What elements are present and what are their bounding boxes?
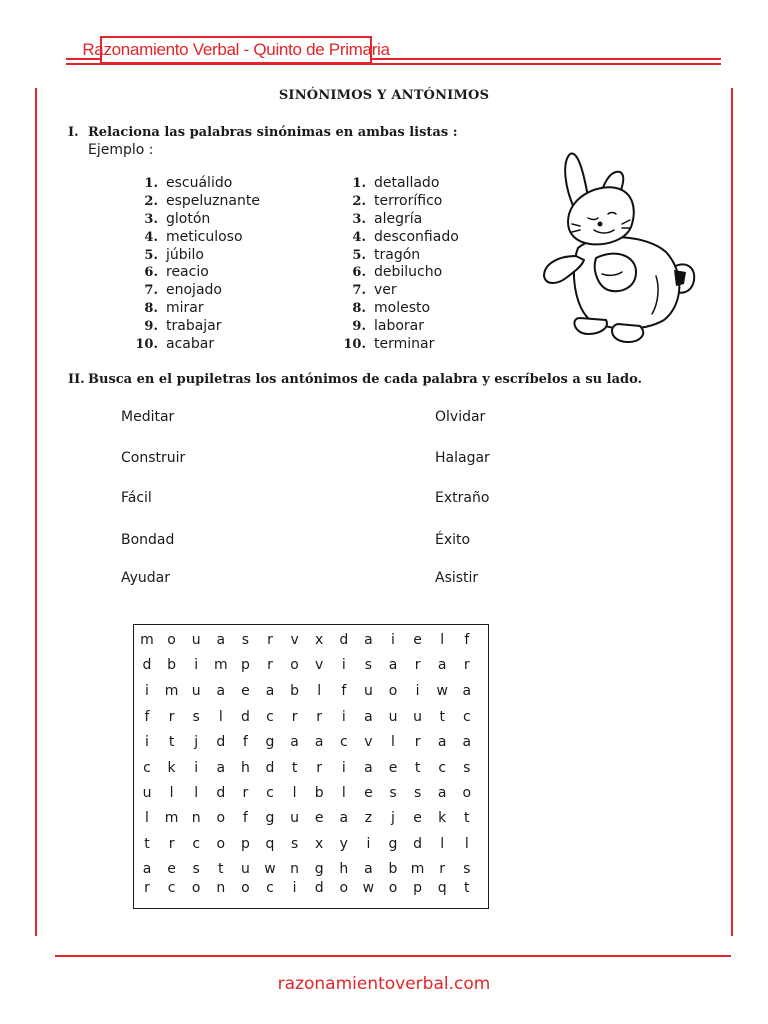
list-item: [342, 175, 459, 193]
grid-letter: m: [164, 810, 179, 826]
grid-letter: s: [463, 861, 471, 877]
grid-letter: c: [192, 836, 201, 852]
list-item: [134, 247, 260, 265]
antonym-word-meditar: Meditar: [121, 409, 175, 425]
grid-letter: r: [414, 734, 421, 750]
list-item: [342, 300, 459, 318]
grid-letter: l: [440, 632, 445, 648]
grid-letter: r: [439, 861, 446, 877]
section-1-heading: [68, 125, 458, 140]
list-item-number: 5.: [352, 247, 366, 263]
list-item-number: 6.: [144, 265, 158, 281]
grid-row: [134, 730, 488, 754]
section-2-text: Busca en el pupiletras los antónimos de cada palabra y escríbelos a su lado.: [88, 372, 643, 387]
list-item-word: alegría: [374, 210, 423, 227]
grid-letter: f: [242, 810, 248, 826]
grid-letter: r: [316, 709, 323, 725]
grid-letter: i: [341, 657, 346, 673]
antonym-word-exito: Éxito: [435, 532, 471, 548]
list-item-number: 9.: [144, 319, 158, 335]
list-item-word: espeluznante: [166, 192, 260, 209]
list-item-number: 5.: [144, 247, 158, 263]
list-item-word: acabar: [166, 336, 215, 353]
list-item-word: tragón: [374, 246, 421, 263]
grid-letter: n: [290, 861, 300, 877]
grid-letter: d: [142, 657, 152, 673]
grid-letter: r: [463, 657, 470, 673]
grid-letter: a: [437, 657, 447, 673]
antonym-word-halagar: Halagar: [435, 450, 490, 466]
grid-letter: r: [242, 785, 249, 801]
grid-letter: t: [144, 836, 150, 852]
grid-letter: b: [314, 785, 324, 801]
grid-letter: k: [167, 760, 176, 776]
list-item-number: 4.: [352, 229, 366, 245]
grid-row: [134, 832, 488, 856]
grid-letter: i: [194, 657, 199, 673]
footer-url: razonamientoverbal.com: [277, 974, 491, 994]
grid-letter: o: [241, 880, 250, 896]
example-label: Ejemplo :: [88, 142, 154, 158]
grid-letter: i: [194, 760, 199, 776]
grid-letter: u: [191, 632, 201, 648]
list-item-number: 8.: [352, 301, 366, 317]
list-item: [134, 300, 260, 318]
list-item-number: 3.: [144, 211, 158, 227]
word-search-grid: [133, 624, 489, 909]
grid-letter: l: [464, 836, 469, 852]
list-item-number: 1.: [352, 176, 366, 191]
antonym-word-ayudar: Ayudar: [121, 570, 171, 586]
rabbit-icon: [536, 148, 702, 348]
antonym-word-bondad: Bondad: [121, 532, 175, 548]
antonym-word-extrano: Extraño: [435, 490, 490, 506]
grid-letter: u: [363, 683, 373, 699]
grid-letter: t: [168, 734, 175, 750]
list-item: [342, 247, 459, 265]
list-item-word: desconfiado: [374, 228, 459, 245]
list-item-word: terrorífico: [374, 192, 443, 209]
grid-letter: d: [240, 709, 250, 725]
grid-letter: i: [341, 760, 346, 776]
grid-letter: d: [216, 785, 226, 801]
list-item-number: 2.: [144, 193, 158, 209]
list-item-word: reacio: [166, 264, 209, 281]
list-item: [134, 282, 260, 300]
grid-letter: t: [439, 709, 445, 725]
list-item-word: júbilo: [166, 246, 204, 263]
grid-letter: o: [191, 880, 201, 896]
grid-letter: r: [267, 657, 273, 673]
grid-row: [134, 756, 488, 780]
grid-letter: o: [290, 657, 299, 673]
grid-letter: m: [213, 657, 228, 673]
grid-letter: q: [437, 880, 447, 896]
grid-letter: h: [240, 760, 250, 776]
grid-letter: c: [143, 760, 151, 776]
grid-letter: a: [216, 683, 226, 699]
list-item-number: 7.: [144, 283, 158, 299]
list-item: [134, 193, 260, 211]
grid-letter: i: [145, 683, 149, 699]
grid-letter: a: [437, 785, 447, 801]
grid-letter: n: [216, 880, 226, 896]
list-item-number: 7.: [352, 283, 366, 299]
grid-letter: w: [436, 683, 448, 699]
list-item-number: 10.: [343, 337, 366, 353]
grid-letter: o: [388, 880, 398, 896]
grid-letter: r: [414, 657, 421, 673]
grid-row: [134, 653, 488, 677]
grid-row: [134, 781, 488, 805]
grid-letter: n: [191, 810, 201, 826]
antonym-word-construir: Construir: [121, 450, 186, 466]
section-1-number: I.: [68, 125, 79, 140]
grid-row: [134, 876, 488, 900]
grid-letter: f: [242, 734, 248, 750]
grid-letter: l: [317, 683, 322, 699]
grid-letter: t: [291, 760, 298, 776]
grid-letter: t: [464, 810, 470, 826]
grid-letter: f: [144, 709, 150, 725]
grid-letter: s: [290, 836, 299, 852]
grid-letter: r: [144, 880, 150, 896]
grid-letter: l: [391, 734, 395, 750]
grid-letter: z: [364, 810, 373, 826]
grid-letter: j: [391, 810, 395, 826]
footer-rule: [55, 955, 731, 957]
grid-row: [134, 705, 488, 729]
grid-letter: b: [167, 657, 177, 673]
list-item-number: 1.: [144, 176, 158, 191]
grid-letter: f: [341, 683, 347, 699]
grid-letter: o: [216, 810, 226, 826]
list-item: [342, 318, 459, 336]
grid-letter: o: [388, 683, 398, 699]
grid-letter: u: [413, 709, 423, 725]
grid-letter: l: [440, 836, 445, 852]
grid-letter: e: [364, 785, 373, 801]
grid-letter: e: [413, 632, 422, 648]
grid-letter: e: [314, 810, 324, 826]
left-border: [35, 88, 37, 936]
grid-letter: m: [140, 632, 154, 648]
grid-letter: v: [364, 734, 373, 750]
list-item-word: mirar: [166, 300, 204, 317]
grid-letter: i: [366, 836, 371, 852]
grid-row: [134, 628, 488, 652]
grid-letter: a: [462, 734, 472, 750]
grid-letter: a: [364, 760, 373, 776]
list-item-number: 8.: [144, 301, 158, 317]
list-item-number: 3.: [352, 211, 366, 227]
grid-letter: m: [164, 683, 179, 699]
grid-letter: l: [145, 810, 149, 826]
grid-letter: c: [438, 760, 447, 776]
grid-letter: i: [145, 734, 149, 750]
grid-row: [134, 679, 488, 703]
grid-letter: h: [339, 861, 349, 877]
grid-letter: t: [464, 880, 470, 896]
grid-letter: a: [314, 734, 324, 750]
grid-letter: a: [388, 657, 398, 673]
list-item-word: laborar: [374, 318, 425, 335]
grid-letter: f: [464, 632, 470, 648]
grid-letter: c: [266, 709, 274, 725]
grid-letter: w: [362, 880, 375, 896]
grid-letter: o: [167, 632, 176, 648]
section-2-number: II.: [68, 372, 85, 387]
grid-letter: a: [364, 632, 373, 648]
grid-letter: l: [292, 785, 297, 801]
grid-letter: a: [437, 734, 447, 750]
grid-letter: a: [364, 709, 373, 725]
grid-letter: s: [192, 861, 200, 877]
grid-letter: s: [364, 657, 373, 673]
grid-letter: c: [167, 880, 176, 896]
grid-letter: r: [316, 760, 323, 776]
grid-letter: s: [241, 632, 250, 648]
grid-letter: w: [264, 861, 276, 877]
grid-letter: a: [462, 683, 472, 699]
grid-letter: b: [388, 861, 398, 877]
grid-letter: c: [266, 785, 274, 801]
grid-letter: o: [462, 785, 472, 801]
grid-letter: m: [410, 861, 425, 877]
grid-letter: t: [218, 861, 224, 877]
list-item: [342, 264, 459, 282]
grid-letter: x: [315, 836, 324, 852]
grid-letter: i: [341, 709, 346, 725]
grid-letter: u: [388, 709, 398, 725]
list-item-word: trabajar: [166, 318, 222, 335]
grid-letter: t: [414, 760, 421, 776]
grid-letter: a: [216, 760, 226, 776]
list-item: [134, 336, 260, 354]
grid-letter: g: [314, 861, 324, 877]
grid-letter: d: [339, 632, 349, 648]
grid-letter: u: [191, 683, 201, 699]
list-item: [134, 175, 260, 193]
grid-letter: l: [218, 709, 223, 725]
grid-letter: l: [169, 785, 174, 801]
list-item: [134, 264, 260, 282]
grid-letter: a: [339, 810, 349, 826]
page-title: SINÓNIMOS Y ANTÓNIMOS: [278, 88, 490, 103]
grid-letter: r: [168, 709, 175, 725]
list-item-word: molesto: [374, 300, 431, 317]
grid-letter: s: [463, 760, 471, 776]
grid-letter: a: [290, 734, 299, 750]
list-item: [342, 336, 459, 354]
grid-row: [134, 806, 488, 830]
list-item: [134, 318, 260, 336]
list-item-number: 9.: [352, 319, 366, 335]
grid-letter: s: [413, 785, 422, 801]
grid-letter: a: [265, 683, 275, 699]
grid-letter: v: [315, 657, 324, 673]
grid-letter: g: [265, 810, 275, 826]
grid-letter: i: [415, 683, 420, 699]
list-item: [342, 211, 459, 229]
grid-letter: v: [290, 632, 299, 648]
header-title: Razonamiento Verbal - Quinto de Primaria: [100, 36, 372, 64]
grid-letter: d: [413, 836, 423, 852]
section-1-text: Relaciona las palabras sinónimas en ambas listas :: [88, 125, 458, 140]
list-item-word: enojado: [166, 282, 222, 299]
list-item-word: debilucho: [374, 264, 443, 281]
list-item-word: glotón: [166, 210, 211, 227]
synonym-list-left: [134, 175, 260, 354]
grid-letter: q: [265, 836, 275, 852]
list-item-word: terminar: [374, 336, 435, 353]
list-item-word: escuálido: [166, 175, 233, 191]
grid-letter: g: [265, 734, 275, 750]
list-item: [134, 211, 260, 229]
grid-letter: a: [216, 632, 226, 648]
grid-letter: k: [438, 810, 447, 826]
antonym-word-olvidar: Olvidar: [435, 409, 486, 425]
grid-letter: e: [413, 810, 422, 826]
grid-letter: g: [388, 836, 398, 852]
grid-letter: e: [167, 861, 176, 877]
grid-letter: u: [240, 861, 250, 877]
grid-letter: y: [339, 836, 348, 852]
list-item: [342, 282, 459, 300]
right-border: [731, 88, 733, 936]
grid-letter: r: [168, 836, 175, 852]
list-item-word: detallado: [374, 175, 440, 191]
grid-letter: p: [240, 657, 250, 673]
grid-letter: p: [240, 836, 250, 852]
grid-letter: d: [314, 880, 324, 896]
grid-letter: l: [194, 785, 199, 801]
grid-letter: u: [142, 785, 152, 801]
grid-letter: i: [391, 632, 395, 648]
grid-letter: p: [413, 880, 423, 896]
grid-letter: a: [142, 861, 152, 877]
list-item-number: 2.: [352, 193, 366, 209]
list-item-number: 6.: [352, 265, 366, 281]
list-item-number: 4.: [144, 229, 158, 245]
grid-letter: e: [388, 760, 398, 776]
grid-letter: x: [315, 632, 324, 648]
grid-letter: i: [292, 880, 297, 896]
grid-letter: d: [216, 734, 226, 750]
list-item: [342, 193, 459, 211]
grid-letter: a: [364, 861, 373, 877]
section-2-heading: [68, 372, 642, 387]
grid-letter: l: [341, 785, 346, 801]
grid-letter: o: [216, 836, 226, 852]
grid-letter: u: [290, 810, 300, 826]
grid-letter: c: [266, 880, 274, 896]
grid-letter: c: [462, 709, 471, 725]
list-item-word: ver: [374, 282, 397, 299]
grid-letter: b: [290, 683, 300, 699]
antonym-word-facil: Fácil: [121, 490, 152, 506]
grid-letter: s: [192, 709, 200, 725]
grid-letter: c: [339, 734, 348, 750]
list-item-number: 10.: [135, 337, 158, 353]
antonym-word-asistir: Asistir: [435, 570, 479, 586]
grid-letter: j: [194, 734, 199, 750]
grid-letter: o: [339, 880, 349, 896]
grid-letter: s: [389, 785, 397, 801]
grid-letter: r: [291, 709, 298, 725]
grid-letter: d: [265, 760, 275, 776]
list-item-word: meticuloso: [166, 228, 243, 245]
list-item: [134, 229, 260, 247]
grid-letter: r: [267, 632, 273, 648]
grid-letter: e: [241, 683, 250, 699]
list-item: [342, 229, 459, 247]
synonym-list-right: [342, 175, 459, 354]
